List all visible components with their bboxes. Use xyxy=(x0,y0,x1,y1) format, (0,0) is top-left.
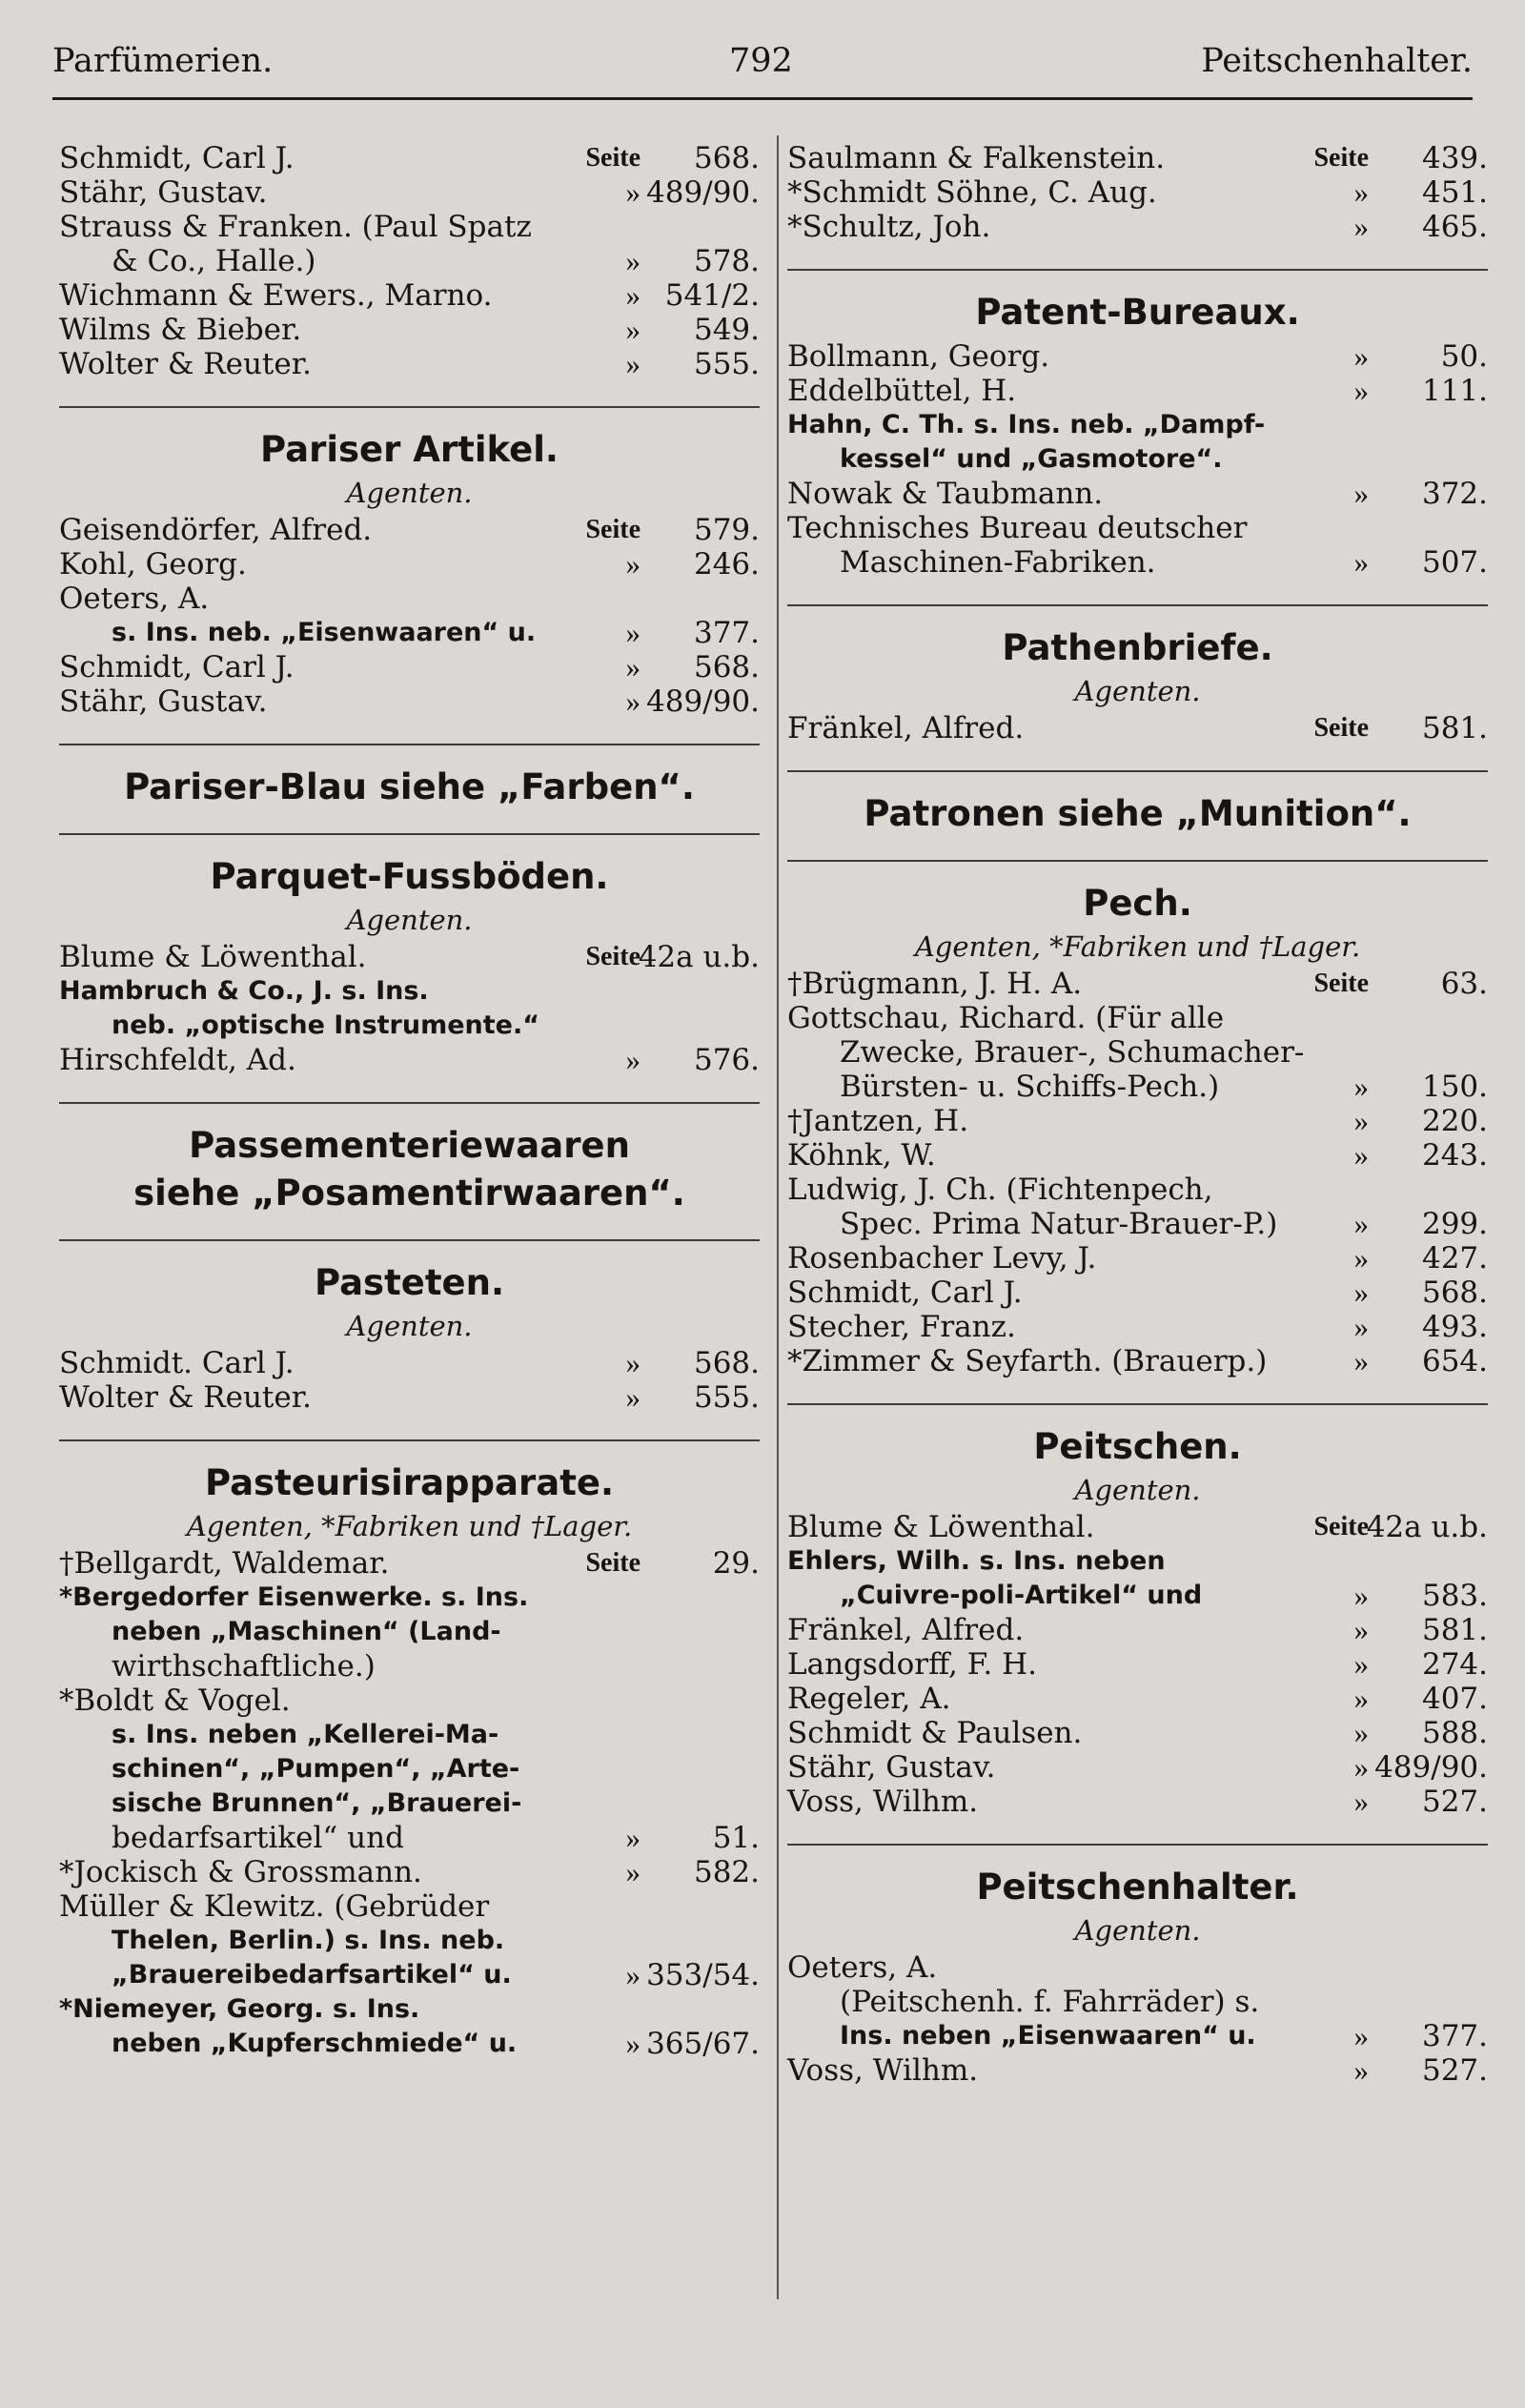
directory-entry xyxy=(787,1035,1488,1070)
entry-name: *Niemeyer, Georg. s. Ins. xyxy=(59,1994,420,2024)
ditto-mark: » xyxy=(1353,1138,1369,1172)
entry-name: *Boldt & Vogel. xyxy=(59,1684,291,1718)
section-heading: Peitschenhalter. xyxy=(976,1867,1299,1908)
section-subheading: Agenten. xyxy=(346,904,473,936)
entry-list xyxy=(787,339,1488,580)
directory-entry xyxy=(787,141,1488,175)
page-reference: 365/67. xyxy=(646,2027,760,2061)
directory-entry xyxy=(59,313,760,347)
directory-entry xyxy=(787,339,1488,374)
page-reference: 568. xyxy=(1421,1275,1488,1310)
entry-name: bedarfsartikel“ und xyxy=(112,1821,404,1855)
column-separator xyxy=(777,135,779,2299)
section-rule xyxy=(787,269,1488,271)
directory-entry xyxy=(787,511,1488,545)
entry-name: *Bergedorfer Eisenwerke. s. Ins. xyxy=(59,1582,529,1612)
entry-name: s. Ins. neb. „Eisenwaaren“ u. xyxy=(112,618,537,647)
seite-label: Seite xyxy=(585,515,640,544)
ditto-mark: » xyxy=(1353,1207,1369,1240)
ditto-mark: » xyxy=(625,278,640,312)
ditto-mark: » xyxy=(625,1043,640,1076)
directory-entry xyxy=(59,1924,760,1958)
directory-entry xyxy=(787,1785,1488,1819)
entry-list xyxy=(59,1346,760,1415)
entry-name: & Co., Halle.) xyxy=(112,244,316,278)
entry-name: Regeler, A. xyxy=(787,1682,951,1716)
left-column xyxy=(59,141,760,2061)
directory-entry xyxy=(59,650,760,684)
entry-name: †Jantzen, H. xyxy=(787,1104,969,1138)
ditto-mark: » xyxy=(625,1958,640,1991)
entry-name: Stecher, Franz. xyxy=(787,1310,1016,1344)
entry-name: †Brügmann, J. H. A. xyxy=(787,967,1083,1001)
section-heading: Peitschen. xyxy=(1033,1426,1242,1467)
ditto-mark: » xyxy=(1353,1750,1369,1784)
ditto-mark: » xyxy=(625,244,640,277)
entry-name: Stähr, Gustav. xyxy=(787,1750,996,1785)
seite-label: Seite xyxy=(585,942,640,971)
entry-name: s. Ins. neben „Kellerei-Ma- xyxy=(112,1720,499,1749)
entry-name: „Cuivre-poli-Artikel“ und xyxy=(840,1581,1203,1610)
page-reference: 372. xyxy=(1421,477,1488,511)
entry-list xyxy=(787,1950,1488,2088)
entry-list xyxy=(59,1546,760,2061)
page-reference: 527. xyxy=(1421,2053,1488,2088)
ditto-mark: » xyxy=(1353,477,1369,510)
directory-entry xyxy=(787,711,1488,745)
page-reference: 427. xyxy=(1421,1241,1488,1275)
seite-label: Seite xyxy=(1313,143,1369,173)
section-subheading: Agenten. xyxy=(1074,675,1201,707)
page-reference: 489/90. xyxy=(1374,1750,1488,1785)
section-heading: Passementeriewaaren xyxy=(189,1125,630,1166)
entry-list xyxy=(59,141,760,381)
directory-entry xyxy=(787,408,1488,442)
directory-entry xyxy=(59,141,760,175)
page-header xyxy=(52,42,1473,99)
section-rule xyxy=(787,1844,1488,1846)
page-reference: 581. xyxy=(1421,1613,1488,1647)
entry-name: Hirschfeldt, Ad. xyxy=(59,1043,296,1077)
entry-name: Gottschau, Richard. (Für alle xyxy=(787,1001,1225,1035)
directory-entry xyxy=(787,1344,1488,1378)
ditto-mark: » xyxy=(625,175,640,209)
section-heading-cont: siehe „Posamentirwaaren“. xyxy=(133,1173,685,1214)
page-number: 792 xyxy=(729,42,793,80)
ditto-mark: » xyxy=(1353,1241,1369,1275)
directory-entry xyxy=(59,1992,760,2027)
directory-entry xyxy=(59,582,760,616)
section-rule xyxy=(59,1102,760,1104)
entry-name: Maschinen-Fabriken. xyxy=(840,545,1156,580)
page-reference: 63. xyxy=(1440,967,1488,1001)
entry-name: Stähr, Gustav. xyxy=(59,175,268,210)
page-reference: 489/90. xyxy=(646,175,760,210)
ditto-mark: » xyxy=(625,1346,640,1379)
directory-entry xyxy=(59,1821,760,1855)
entry-name: Voss, Wilhm. xyxy=(787,1785,979,1819)
directory-entry xyxy=(787,210,1488,244)
page-reference: 353/54. xyxy=(646,1958,760,1992)
entry-name: Köhnk, W. xyxy=(787,1138,936,1173)
entry-name: Wolter & Reuter. xyxy=(59,347,312,381)
directory-entry xyxy=(787,1716,1488,1750)
section-heading: Pasteurisirapparate. xyxy=(204,1462,615,1503)
entry-name: Schmidt, Carl J. xyxy=(59,141,295,175)
entry-name: sische Brunnen“, „Brauerei- xyxy=(112,1788,522,1818)
entry-name: Nowak & Taubmann. xyxy=(787,477,1104,511)
directory-entry xyxy=(787,1750,1488,1785)
directory-entry xyxy=(787,1241,1488,1275)
directory-entry xyxy=(59,175,760,210)
entry-name: Hambruch & Co., J. s. Ins. xyxy=(59,976,429,1006)
page-reference: 465. xyxy=(1421,210,1488,244)
section-heading: Pariser-Blau siehe „Farben“. xyxy=(124,766,695,807)
ditto-mark: » xyxy=(1353,2019,1369,2052)
ditto-mark: » xyxy=(625,1821,640,1854)
entry-name: Bollmann, Georg. xyxy=(787,339,1050,374)
ditto-mark: » xyxy=(1353,210,1369,243)
entry-name: Kohl, Georg. xyxy=(59,547,247,582)
ditto-mark: » xyxy=(1353,1785,1369,1818)
page-reference: 439. xyxy=(1421,141,1488,175)
directory-entry xyxy=(787,2019,1488,2053)
ditto-mark: » xyxy=(1353,1070,1369,1103)
page-reference: 654. xyxy=(1421,1344,1488,1378)
directory-entry xyxy=(787,1613,1488,1647)
directory-entry xyxy=(787,1138,1488,1173)
section-heading: Pasteten. xyxy=(314,1262,505,1303)
page-reference: 568. xyxy=(693,650,760,684)
entry-name: †Bellgardt, Waldemar. xyxy=(59,1546,390,1581)
entry-name: Fränkel, Alfred. xyxy=(787,711,1025,745)
section-subheading: Agenten, *Fabriken und †Lager. xyxy=(186,1510,633,1542)
entry-name: neben „Maschinen“ (Land- xyxy=(112,1617,501,1646)
entry-list xyxy=(787,1510,1488,1819)
page-reference: 220. xyxy=(1421,1104,1488,1138)
entry-name: „Brauereibedarfsartikel“ u. xyxy=(112,1960,512,1990)
ditto-mark: » xyxy=(1353,1682,1369,1715)
page-reference: 581. xyxy=(1421,711,1488,745)
page-reference: 555. xyxy=(693,1380,760,1415)
entry-name: Technisches Bureau deutscher xyxy=(787,511,1248,545)
ditto-mark: » xyxy=(1353,1716,1369,1749)
directory-entry xyxy=(59,1581,760,1615)
section-heading: Pathenbriefe. xyxy=(1002,627,1273,668)
page-reference: 568. xyxy=(693,141,760,175)
directory-entry xyxy=(787,175,1488,210)
page-reference: 246. xyxy=(693,547,760,582)
ditto-mark: » xyxy=(625,2027,640,2060)
directory-entry xyxy=(787,1682,1488,1716)
directory-entry xyxy=(787,1544,1488,1579)
page-reference: 489/90. xyxy=(646,684,760,719)
entry-name: Ehlers, Wilh. s. Ins. neben xyxy=(787,1546,1166,1576)
section-subheading: Agenten, *Fabriken und †Lager. xyxy=(914,930,1361,963)
ditto-mark: » xyxy=(1353,1104,1369,1137)
ditto-mark: » xyxy=(1353,339,1369,373)
ditto-mark: » xyxy=(1353,1344,1369,1377)
page-reference: 549. xyxy=(693,313,760,347)
entry-name: Fränkel, Alfred. xyxy=(787,1613,1025,1647)
directory-entry xyxy=(59,1346,760,1380)
directory-entry xyxy=(787,1950,1488,1985)
section-rule xyxy=(59,1239,760,1241)
directory-entry xyxy=(59,684,760,719)
entry-name: Geisendörfer, Alfred. xyxy=(59,513,373,547)
directory-entry xyxy=(59,1043,760,1077)
directory-entry xyxy=(787,967,1488,1001)
entry-name: Voss, Wilhm. xyxy=(787,2053,979,2088)
ditto-mark: » xyxy=(625,347,640,380)
page-reference: 29. xyxy=(712,1546,760,1581)
entry-name: kessel“ und „Gasmotore“. xyxy=(840,444,1223,474)
entry-name: Wichmann & Ewers., Marno. xyxy=(59,278,493,313)
directory-entry xyxy=(59,1718,760,1752)
directory-entry xyxy=(59,2027,760,2061)
section-rule xyxy=(59,406,760,408)
page-reference: 42a u.b. xyxy=(1366,1510,1488,1544)
page-reference: 527. xyxy=(1421,1785,1488,1819)
directory-entry xyxy=(787,1001,1488,1035)
entry-name: *Zimmer & Seyfarth. (Brauerp.) xyxy=(787,1344,1268,1378)
ditto-mark: » xyxy=(1353,545,1369,579)
directory-entry xyxy=(59,547,760,582)
entry-name: *Schmidt Söhne, C. Aug. xyxy=(787,175,1157,210)
ditto-mark: » xyxy=(1353,1647,1369,1681)
page-reference: 555. xyxy=(693,347,760,381)
entry-name: Eddelbüttel, H. xyxy=(787,374,1017,408)
page-reference: 541/2. xyxy=(664,278,760,313)
seite-label: Seite xyxy=(1313,1512,1369,1541)
ditto-mark: » xyxy=(625,1855,640,1888)
section-rule xyxy=(787,604,1488,606)
entry-list xyxy=(787,141,1488,244)
ditto-mark: » xyxy=(1353,175,1369,209)
page-reference: 377. xyxy=(693,616,760,650)
section-heading: Patronen siehe „Munition“. xyxy=(864,793,1412,834)
directory-entry xyxy=(787,1985,1488,2019)
directory-entry xyxy=(59,513,760,547)
directory-entry xyxy=(59,210,760,244)
page-reference: 576. xyxy=(693,1043,760,1077)
directory-entry xyxy=(59,1546,760,1581)
page-reference: 42a u.b. xyxy=(638,940,760,974)
header-left-keyword: Parfümerien. xyxy=(52,42,274,80)
directory-entry xyxy=(59,1380,760,1415)
section-rule xyxy=(787,860,1488,862)
entry-name: Müller & Klewitz. (Gebrüder xyxy=(59,1889,490,1924)
directory-entry xyxy=(787,442,1488,477)
section-subheading: Agenten. xyxy=(346,1310,473,1342)
entry-name: Ins. neben „Eisenwaaren“ u. xyxy=(840,2021,1256,2051)
ditto-mark: » xyxy=(625,1380,640,1414)
directory-entry xyxy=(787,1579,1488,1613)
section-rule xyxy=(59,1439,760,1441)
directory-entry xyxy=(787,2053,1488,2088)
page-reference: 377. xyxy=(1421,2019,1488,2053)
page-reference: 243. xyxy=(1421,1138,1488,1173)
page-reference: 507. xyxy=(1421,545,1488,580)
directory-entry xyxy=(787,1647,1488,1682)
entry-name: neben „Kupferschmiede“ u. xyxy=(112,2029,518,2058)
directory-entry xyxy=(59,1009,760,1043)
right-column xyxy=(787,141,1488,2088)
section-subheading: Agenten. xyxy=(1074,1474,1201,1506)
entry-list xyxy=(787,711,1488,745)
entry-name: *Schultz, Joh. xyxy=(787,210,991,244)
section-rule xyxy=(59,833,760,835)
directory-entry xyxy=(59,278,760,313)
ditto-mark: » xyxy=(625,313,640,346)
directory-entry xyxy=(59,1855,760,1889)
directory-entry xyxy=(59,1786,760,1821)
directory-entry xyxy=(787,1310,1488,1344)
section-heading: Pech. xyxy=(1083,883,1192,924)
entry-name: Bürsten- u. Schiffs-Pech.) xyxy=(840,1070,1220,1104)
entry-name: Schmidt. Carl J. xyxy=(59,1346,295,1380)
entry-name: Thelen, Berlin.) s. Ins. neb. xyxy=(112,1926,505,1955)
header-right-keyword: Peitschenhalter. xyxy=(1201,42,1473,80)
seite-label: Seite xyxy=(1313,713,1369,743)
ditto-mark: » xyxy=(625,650,640,684)
directory-entry xyxy=(787,545,1488,580)
seite-label: Seite xyxy=(585,143,640,173)
ditto-mark: » xyxy=(1353,374,1369,407)
directory-entry xyxy=(59,940,760,974)
entry-name: Spec. Prima Natur-Brauer-P.) xyxy=(840,1207,1278,1241)
directory-entry xyxy=(787,477,1488,511)
entry-name: Stähr, Gustav. xyxy=(59,684,268,719)
entry-name: wirthschaftliche.) xyxy=(112,1649,376,1684)
page-reference: 299. xyxy=(1421,1207,1488,1241)
entry-name: Blume & Löwenthal. xyxy=(787,1510,1095,1544)
directory-entry xyxy=(787,1104,1488,1138)
entry-name: Oeters, A. xyxy=(787,1950,938,1985)
entry-name: (Peitschenh. f. Fahrräder) s. xyxy=(840,1985,1260,2019)
directory-entry xyxy=(787,1207,1488,1241)
entry-name: Oeters, A. xyxy=(59,582,210,616)
section-heading: Pariser Artikel. xyxy=(260,429,559,470)
directory-entry xyxy=(59,616,760,650)
directory-entry xyxy=(59,244,760,278)
directory-entry xyxy=(59,1889,760,1924)
directory-entry xyxy=(787,1173,1488,1207)
ditto-mark: » xyxy=(1353,2053,1369,2087)
directory-entry xyxy=(787,374,1488,408)
ditto-mark: » xyxy=(625,547,640,581)
section-heading: Patent-Bureaux. xyxy=(975,292,1300,333)
ditto-mark: » xyxy=(1353,1613,1369,1646)
header-rule xyxy=(52,97,1473,100)
entry-name: Schmidt, Carl J. xyxy=(787,1275,1023,1310)
directory-entry xyxy=(59,974,760,1009)
directory-entry xyxy=(787,1510,1488,1544)
entry-name: Wolter & Reuter. xyxy=(59,1380,312,1415)
page-reference: 50. xyxy=(1440,339,1488,374)
entry-name: Rosenbacher Levy, J. xyxy=(787,1241,1097,1275)
page-reference: 407. xyxy=(1421,1682,1488,1716)
entry-name: Saulmann & Falkenstein. xyxy=(787,141,1166,175)
entry-list xyxy=(59,940,760,1077)
directory-entry xyxy=(787,1070,1488,1104)
section-rule xyxy=(59,744,760,745)
page-reference: 274. xyxy=(1421,1647,1488,1682)
section-heading: Parquet-Fussböden. xyxy=(210,856,609,897)
directory-entry xyxy=(59,1649,760,1684)
directory-entry xyxy=(59,1752,760,1786)
seite-label: Seite xyxy=(585,1548,640,1578)
page-reference: 493. xyxy=(1421,1310,1488,1344)
entry-name: Hahn, C. Th. s. Ins. neb. „Dampf- xyxy=(787,410,1266,439)
entry-name: Blume & Löwenthal. xyxy=(59,940,367,974)
entry-list xyxy=(59,513,760,719)
section-rule xyxy=(787,770,1488,772)
page-reference: 451. xyxy=(1421,175,1488,210)
ditto-mark: » xyxy=(625,684,640,718)
seite-label: Seite xyxy=(1313,969,1369,998)
entry-name: Langsdorff, F. H. xyxy=(787,1647,1038,1682)
section-subheading: Agenten. xyxy=(346,477,473,509)
section-subheading: Agenten. xyxy=(1074,1914,1201,1947)
page-reference: 150. xyxy=(1421,1070,1488,1104)
page-reference: 588. xyxy=(1421,1716,1488,1750)
directory-entry xyxy=(59,1958,760,1992)
directory-entry xyxy=(59,1684,760,1718)
entry-name: Schmidt, Carl J. xyxy=(59,650,295,684)
page-reference: 111. xyxy=(1421,374,1488,408)
page-reference: 583. xyxy=(1421,1579,1488,1613)
ditto-mark: » xyxy=(1353,1310,1369,1343)
entry-name: Wilms & Bieber. xyxy=(59,313,302,347)
entry-name: neb. „optische Instrumente.“ xyxy=(112,1010,539,1040)
directory-entry xyxy=(59,1615,760,1649)
page-reference: 51. xyxy=(712,1821,760,1855)
directory-entry xyxy=(787,1275,1488,1310)
entry-name: Schmidt & Paulsen. xyxy=(787,1716,1083,1750)
page-reference: 582. xyxy=(693,1855,760,1889)
entry-name: schinen“, „Pumpen“, „Arte- xyxy=(112,1754,520,1784)
page-reference: 578. xyxy=(693,244,760,278)
entry-name: Ludwig, J. Ch. (Fichtenpech, xyxy=(787,1173,1213,1207)
section-rule xyxy=(787,1403,1488,1405)
ditto-mark: » xyxy=(1353,1579,1369,1612)
page-reference: 579. xyxy=(693,513,760,547)
directory-entry xyxy=(59,347,760,381)
entry-name: Zwecke, Brauer-, Schumacher- xyxy=(840,1035,1305,1070)
page-reference: 568. xyxy=(693,1346,760,1380)
ditto-mark: » xyxy=(625,616,640,649)
ditto-mark: » xyxy=(1353,1275,1369,1309)
entry-name: Strauss & Franken. (Paul Spatz xyxy=(59,210,532,244)
entry-name: *Jockisch & Grossmann. xyxy=(59,1855,422,1889)
entry-list xyxy=(787,967,1488,1378)
